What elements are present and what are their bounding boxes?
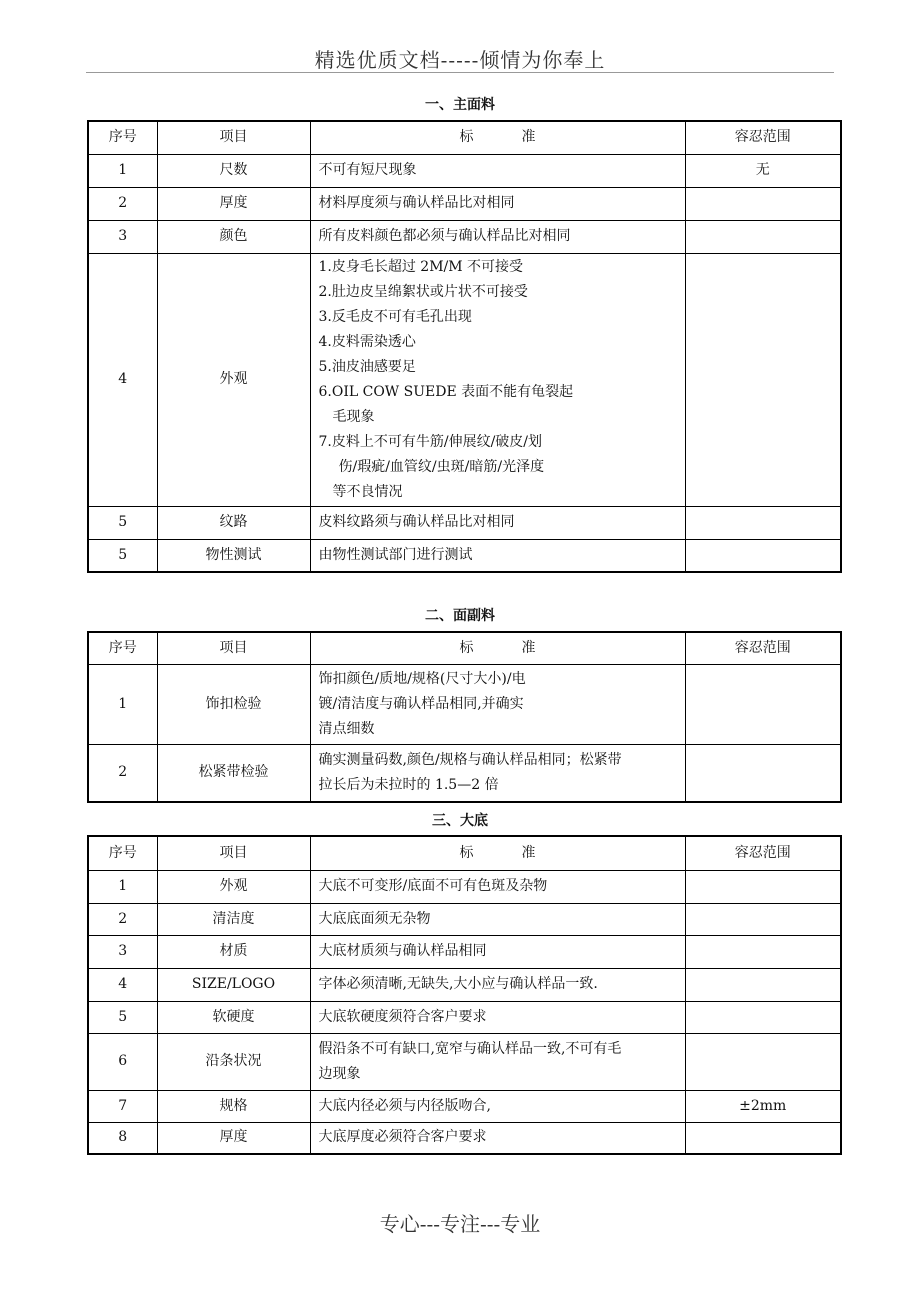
row-item: 材质 bbox=[157, 935, 310, 968]
row-no: 5 bbox=[88, 1001, 157, 1033]
row-tolerance bbox=[685, 664, 841, 744]
standard-line: 4.皮料需染透心 bbox=[318, 333, 416, 350]
standard-line: 5.油皮油感要足 bbox=[318, 358, 416, 375]
col-header-no: 序号 bbox=[88, 121, 157, 154]
row-standard: 大底不可变形/底面不可有色斑及杂物 bbox=[310, 870, 685, 903]
standard-line: 清点细数 bbox=[318, 720, 375, 737]
col-header-tolerance: 容忍范围 bbox=[685, 121, 841, 154]
row-standard: 大底底面须无杂物 bbox=[310, 903, 685, 935]
table-row bbox=[88, 744, 841, 802]
standard-line: 7.皮料上不可有牛筋/伸展纹/破皮/划 bbox=[318, 433, 543, 450]
row-item: 外观 bbox=[157, 870, 310, 903]
row-item: 纹路 bbox=[157, 506, 310, 539]
standard-line: 饰扣颜色/质地/规格(尺寸大小)/电 bbox=[318, 670, 526, 687]
table-row bbox=[88, 253, 841, 506]
row-standard: 由物性测试部门进行测试 bbox=[310, 539, 685, 572]
row-tolerance bbox=[685, 187, 841, 220]
col-header-no: 序号 bbox=[88, 836, 157, 870]
table-row bbox=[88, 935, 841, 968]
row-no: 5 bbox=[88, 539, 157, 572]
col-header-item: 项目 bbox=[157, 836, 310, 870]
row-no: 2 bbox=[88, 187, 157, 220]
row-standard bbox=[310, 664, 685, 744]
row-tolerance bbox=[685, 744, 841, 802]
row-standard: 大底软硬度须符合客户要求 bbox=[310, 1001, 685, 1033]
table-row bbox=[88, 187, 841, 220]
standard-line: 等不良情况 bbox=[332, 483, 403, 500]
table-row bbox=[88, 1090, 841, 1122]
row-item: SIZE/LOGO bbox=[157, 968, 310, 1001]
table-row bbox=[88, 903, 841, 935]
col-header-item: 项目 bbox=[157, 632, 310, 664]
table-row bbox=[88, 539, 841, 572]
row-tolerance bbox=[685, 935, 841, 968]
table-header-row bbox=[88, 836, 841, 870]
col-header-tolerance: 容忍范围 bbox=[685, 836, 841, 870]
row-no: 1 bbox=[88, 154, 157, 187]
row-standard: 材料厚度须与确认样品比对相同 bbox=[310, 187, 685, 220]
row-tolerance bbox=[685, 870, 841, 903]
section-title-sub-material: 二、面副料 bbox=[425, 608, 495, 624]
row-item: 颜色 bbox=[157, 220, 310, 253]
row-no: 2 bbox=[88, 903, 157, 935]
page-header: 精选优质文档-----倾情为你奉上 bbox=[314, 48, 606, 72]
row-standard bbox=[310, 744, 685, 802]
row-tolerance bbox=[685, 1122, 841, 1154]
table-sub-material bbox=[87, 631, 842, 803]
row-standard: 不可有短尺现象 bbox=[310, 154, 685, 187]
row-no: 6 bbox=[88, 1033, 157, 1090]
table-row bbox=[88, 154, 841, 187]
col-header-tolerance: 容忍范围 bbox=[685, 632, 841, 664]
row-no: 3 bbox=[88, 220, 157, 253]
row-item: 饰扣检验 bbox=[157, 664, 310, 744]
col-header-no: 序号 bbox=[88, 632, 157, 664]
section-title-outsole: 三、大底 bbox=[432, 813, 488, 829]
col-header-standard: 标 准 bbox=[310, 632, 685, 664]
row-tolerance bbox=[685, 968, 841, 1001]
row-standard: 大底材质须与确认样品相同 bbox=[310, 935, 685, 968]
row-tolerance bbox=[685, 903, 841, 935]
row-tolerance bbox=[685, 1033, 841, 1090]
row-tolerance bbox=[685, 1001, 841, 1033]
table-main-material bbox=[87, 120, 842, 573]
row-item: 尺数 bbox=[157, 154, 310, 187]
table-row bbox=[88, 220, 841, 253]
row-tolerance: ±2mm bbox=[685, 1090, 841, 1122]
row-no: 8 bbox=[88, 1122, 157, 1154]
row-tolerance bbox=[685, 220, 841, 253]
standard-line: 拉长后为未拉时的 1.5—2 倍 bbox=[318, 776, 499, 793]
standard-line: 3.反毛皮不可有毛孔出现 bbox=[318, 308, 472, 325]
row-standard bbox=[310, 1033, 685, 1090]
row-tolerance bbox=[685, 539, 841, 572]
standard-line: 毛现象 bbox=[332, 408, 375, 425]
row-standard: 字体必须清晰,无缺失,大小应与确认样品一致. bbox=[310, 968, 685, 1001]
row-item: 物性测试 bbox=[157, 539, 310, 572]
col-header-standard: 标 准 bbox=[310, 836, 685, 870]
row-no: 2 bbox=[88, 744, 157, 802]
row-tolerance bbox=[685, 253, 841, 506]
table-row bbox=[88, 1122, 841, 1154]
row-no: 5 bbox=[88, 506, 157, 539]
row-standard: 所有皮料颜色都必须与确认样品比对相同 bbox=[310, 220, 685, 253]
table-row bbox=[88, 1001, 841, 1033]
standard-line: 边现象 bbox=[318, 1065, 361, 1082]
col-header-standard: 标 准 bbox=[310, 121, 685, 154]
row-no: 4 bbox=[88, 968, 157, 1001]
row-item: 外观 bbox=[157, 253, 310, 506]
row-standard bbox=[310, 253, 685, 506]
row-tolerance: 无 bbox=[685, 154, 841, 187]
standard-line: 确实测量码数,颜色/规格与确认样品相同；松紧带 bbox=[318, 751, 622, 768]
table-row bbox=[88, 870, 841, 903]
table-header-row bbox=[88, 121, 841, 154]
row-standard: 大底内径必须与内径版吻合, bbox=[310, 1090, 685, 1122]
row-standard: 大底厚度必须符合客户要求 bbox=[310, 1122, 685, 1154]
table-row bbox=[88, 664, 841, 744]
row-item: 厚度 bbox=[157, 187, 310, 220]
row-item: 软硬度 bbox=[157, 1001, 310, 1033]
standard-line: 2.肚边皮呈绵絮状或片状不可接受 bbox=[318, 283, 528, 300]
row-item: 厚度 bbox=[157, 1122, 310, 1154]
row-item: 规格 bbox=[157, 1090, 310, 1122]
row-item: 清洁度 bbox=[157, 903, 310, 935]
page-footer: 专心---专注---专业 bbox=[379, 1212, 541, 1236]
row-no: 4 bbox=[88, 253, 157, 506]
row-no: 7 bbox=[88, 1090, 157, 1122]
table-row bbox=[88, 506, 841, 539]
row-item: 沿条状况 bbox=[157, 1033, 310, 1090]
standard-line: 6.OIL COW SUEDE 表面不能有龟裂起 bbox=[318, 383, 574, 400]
row-no: 3 bbox=[88, 935, 157, 968]
header-divider bbox=[86, 72, 834, 73]
standard-line: 假沿条不可有缺口,宽窄与确认样品一致,不可有毛 bbox=[318, 1040, 622, 1057]
row-no: 1 bbox=[88, 664, 157, 744]
table-row bbox=[88, 1033, 841, 1090]
table-row bbox=[88, 968, 841, 1001]
row-tolerance bbox=[685, 506, 841, 539]
standard-line: 镀/清洁度与确认样品相同,并确实 bbox=[318, 695, 524, 712]
standard-line: 1.皮身毛长超过 2M/M 不可接受 bbox=[318, 258, 524, 275]
row-item: 松紧带检验 bbox=[157, 744, 310, 802]
table-outsole bbox=[87, 835, 842, 1155]
row-no: 1 bbox=[88, 870, 157, 903]
standard-line: 伤/瑕疵/血管纹/虫斑/暗筋/光泽度 bbox=[338, 458, 545, 475]
row-standard: 皮料纹路须与确认样品比对相同 bbox=[310, 506, 685, 539]
table-header-row bbox=[88, 632, 841, 664]
section-title-main-material: 一、主面料 bbox=[425, 97, 495, 113]
col-header-item: 项目 bbox=[157, 121, 310, 154]
